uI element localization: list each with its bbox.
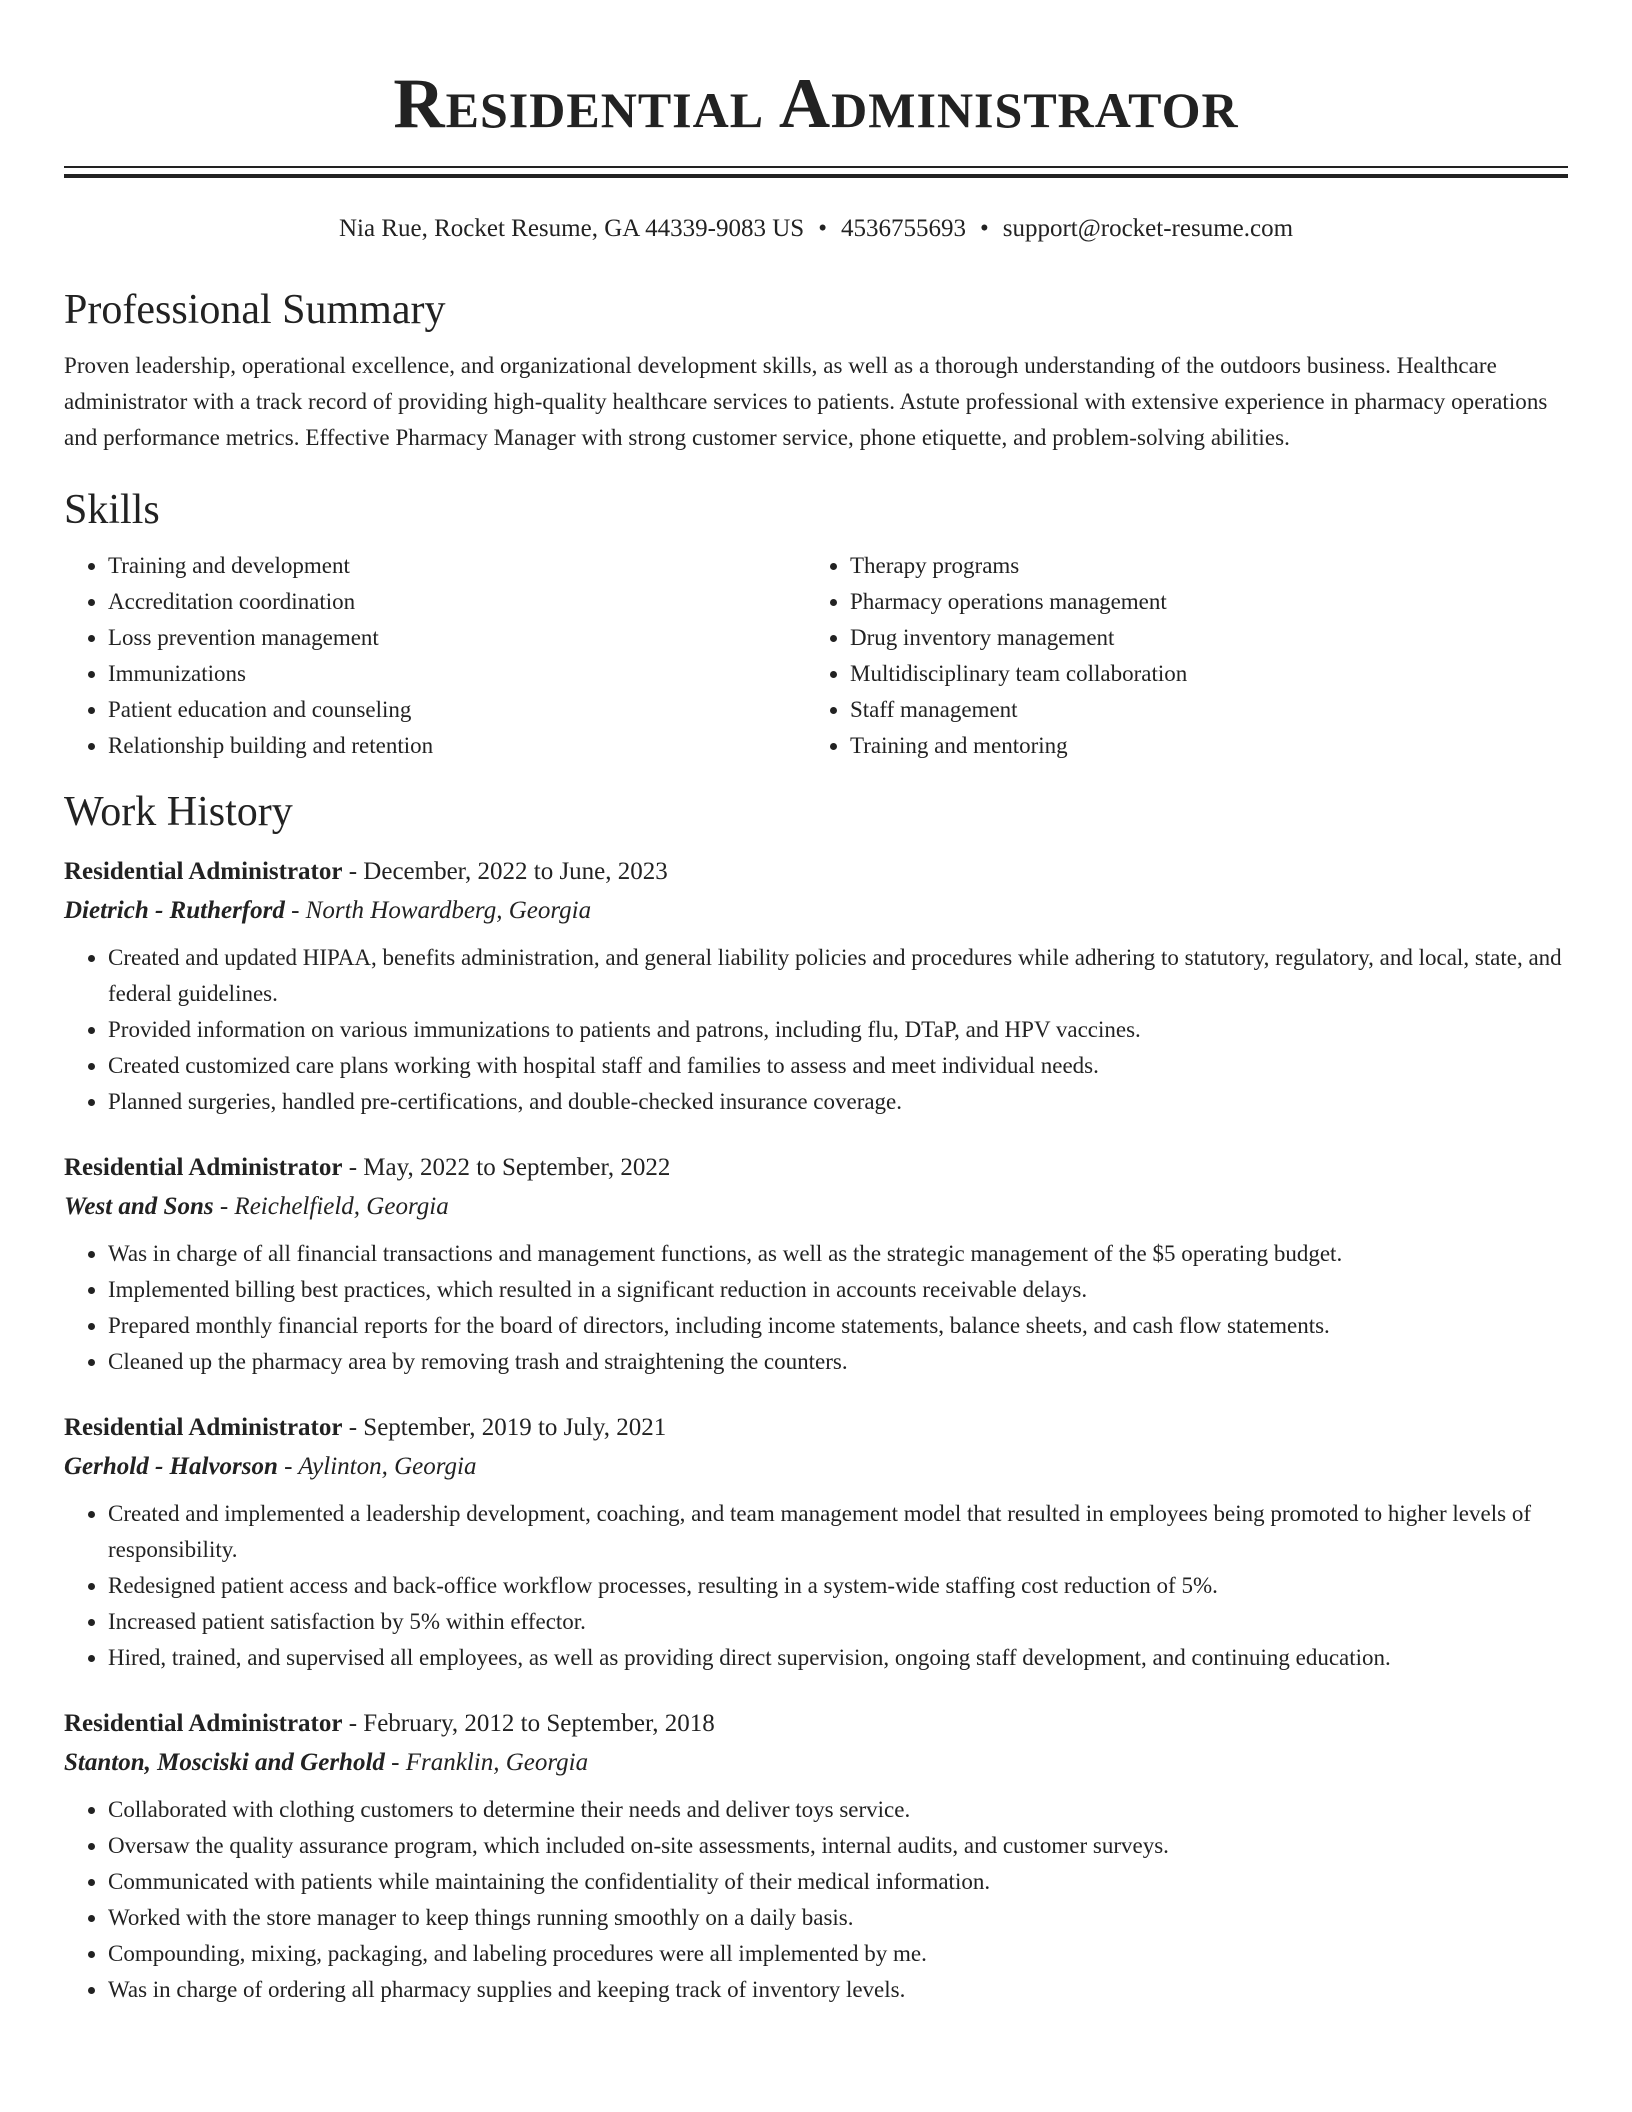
job-entry	[64, 1148, 1568, 1380]
job-bullet: • Increased patient satisfaction by 5% within effector.	[108, 1604, 1568, 1640]
contact-separator: •	[818, 215, 827, 242]
job-bullet: • Was in charge of all financial transactions and management functions, as well as the strategic management of the $5 operating budget.	[108, 1236, 1568, 1272]
resume-page	[64, 0, 1568, 2008]
contact-separator: •	[979, 215, 989, 242]
job-bullet: • Compounding, mixing, packaging, and labeling procedures were all implemented by me.	[108, 1936, 1568, 1972]
skill-item: • Relationship building and retention	[108, 728, 806, 764]
job-bullet: • Communicated with patients while maintaining the confidentiality of their medical information.	[108, 1864, 1568, 1900]
job-dates: - December, 2022 to June, 2023	[342, 858, 668, 885]
job-bullet: • Collaborated with clothing customers to determine their needs and deliver toys service.	[108, 1792, 1568, 1828]
skill-item: • Loss prevention management	[108, 620, 806, 656]
job-bullets	[64, 1236, 1568, 1380]
job-header	[64, 1408, 1568, 1447]
job-bullet: • Was in charge of ordering all pharmacy supplies and keeping track of inventory levels.	[108, 1972, 1568, 2008]
job-company: West and Sons	[64, 1193, 214, 1220]
job-bullet: • Created customized care plans working with hospital staff and families to assess and meet individual needs.	[108, 1048, 1568, 1084]
job-location: - Reichelfield, Georgia	[213, 1193, 449, 1220]
job-bullet: • Hired, trained, and supervised all employees, as well as providing direct supervision, ongoing staff development, and continuing education.	[108, 1640, 1568, 1676]
contact-address: Nia Rue, Rocket Resume, GA 44339-9083 US	[338, 215, 805, 242]
skills-list	[64, 548, 1568, 764]
summary-text: Proven leadership, operational excellence, and organizational development skills, as well as a thorough understanding of the outdoors business. Healthcare administrator with a track record of providing high-quality healthcare services to patients. Astute professional with extensive experience in pharmacy operations and performance metrics. Effective Pharmacy Manager with strong customer service, phone etiquette, and problem-solving abilities.	[64, 353, 1548, 450]
job-bullets	[64, 1496, 1568, 1676]
job-bullet: • Created and implemented a leadership development, coaching, and team management model that resulted in employees being promoted to higher levels of responsibility.	[108, 1496, 1568, 1568]
job-bullets	[64, 940, 1568, 1120]
job-entry	[64, 1408, 1568, 1676]
job-bullet: • Redesigned patient access and back-office workflow processes, resulting in a system-wide staffing cost reduction of 5%.	[108, 1568, 1568, 1604]
skill-item: • Pharmacy operations management	[850, 584, 1566, 620]
job-bullet: • Created and updated HIPAA, benefits administration, and general liability policies and procedures while adhering to statutory, regulatory, and local, state, and federal guidelines.	[108, 940, 1568, 1012]
job-bullet: • Planned surgeries, handled pre-certifications, and double-checked insurance coverage.	[108, 1084, 1568, 1120]
job-bullet: • Prepared monthly financial reports for the board of directors, including income statements, balance sheets, and cash flow statements.	[108, 1308, 1568, 1344]
job-bullet: • Cleaned up the pharmacy area by removing trash and straightening the counters.	[108, 1344, 1568, 1380]
job-bullet: • Implemented billing best practices, which resulted in a significant reduction in accounts receivable delays.	[108, 1272, 1568, 1308]
summary-heading: Professional Summary	[64, 287, 446, 333]
job-role: Residential Administrator	[64, 1414, 343, 1441]
job-bullet: • Oversaw the quality assurance program, which included on-site assessments, internal audits, and customer surveys.	[108, 1828, 1568, 1864]
header-divider-thin	[64, 166, 1568, 168]
job-role: Residential Administrator	[64, 858, 343, 885]
job-entry	[64, 1704, 1568, 2008]
contact-phone: 4536755693	[840, 215, 966, 242]
resume-name-title: Residential Administrator	[393, 65, 1239, 143]
job-location: - Aylinton, Georgia	[277, 1453, 477, 1480]
skill-item: • Accreditation coordination	[108, 584, 806, 620]
job-bullet: • Provided information on various immunizations to patients and patrons, including flu, DTaP, and HPV vaccines.	[108, 1012, 1568, 1048]
contact-line	[64, 214, 1568, 244]
work-history-heading: Work History	[64, 789, 293, 835]
job-role: Residential Administrator	[64, 1154, 343, 1181]
job-bullet: • Worked with the store manager to keep things running smoothly on a daily basis.	[108, 1900, 1568, 1936]
skill-item: • Staff management	[850, 692, 1566, 728]
skill-item: • Training and mentoring	[850, 728, 1566, 764]
skill-item: • Therapy programs	[850, 548, 1566, 584]
job-dates: - September, 2019 to July, 2021	[342, 1414, 667, 1441]
job-company: Gerhold - Halvorson	[64, 1453, 278, 1480]
header-divider-thick	[64, 174, 1568, 178]
skills-column-right	[806, 548, 1566, 764]
skill-item: • Patient education and counseling	[108, 692, 806, 728]
job-company: Dietrich - Rutherford	[64, 897, 285, 924]
job-role: Residential Administrator	[64, 1710, 343, 1737]
skill-item: • Immunizations	[108, 656, 806, 692]
job-company-line	[64, 1187, 1568, 1226]
job-header	[64, 852, 1568, 891]
skills-column-left	[64, 548, 806, 764]
job-bullets	[64, 1792, 1568, 2008]
job-dates: - February, 2012 to September, 2018	[342, 1710, 715, 1737]
skill-item: • Training and development	[108, 548, 806, 584]
job-location: - Franklin, Georgia	[384, 1749, 589, 1776]
skills-heading: Skills	[64, 487, 160, 533]
job-location: - North Howardberg, Georgia	[284, 897, 592, 924]
job-company-line	[64, 1447, 1568, 1486]
contact-email: support@rocket-resume.com	[1002, 215, 1294, 242]
job-dates: - May, 2022 to September, 2022	[342, 1154, 671, 1181]
job-company-line	[64, 1743, 1568, 1782]
skill-item: • Drug inventory management	[850, 620, 1566, 656]
job-entry	[64, 852, 1568, 1120]
job-company-line	[64, 891, 1568, 930]
job-company: Stanton, Mosciski and Gerhold	[64, 1749, 385, 1776]
job-header	[64, 1148, 1568, 1187]
job-header	[64, 1704, 1568, 1743]
skill-item: • Multidisciplinary team collaboration	[850, 656, 1566, 692]
